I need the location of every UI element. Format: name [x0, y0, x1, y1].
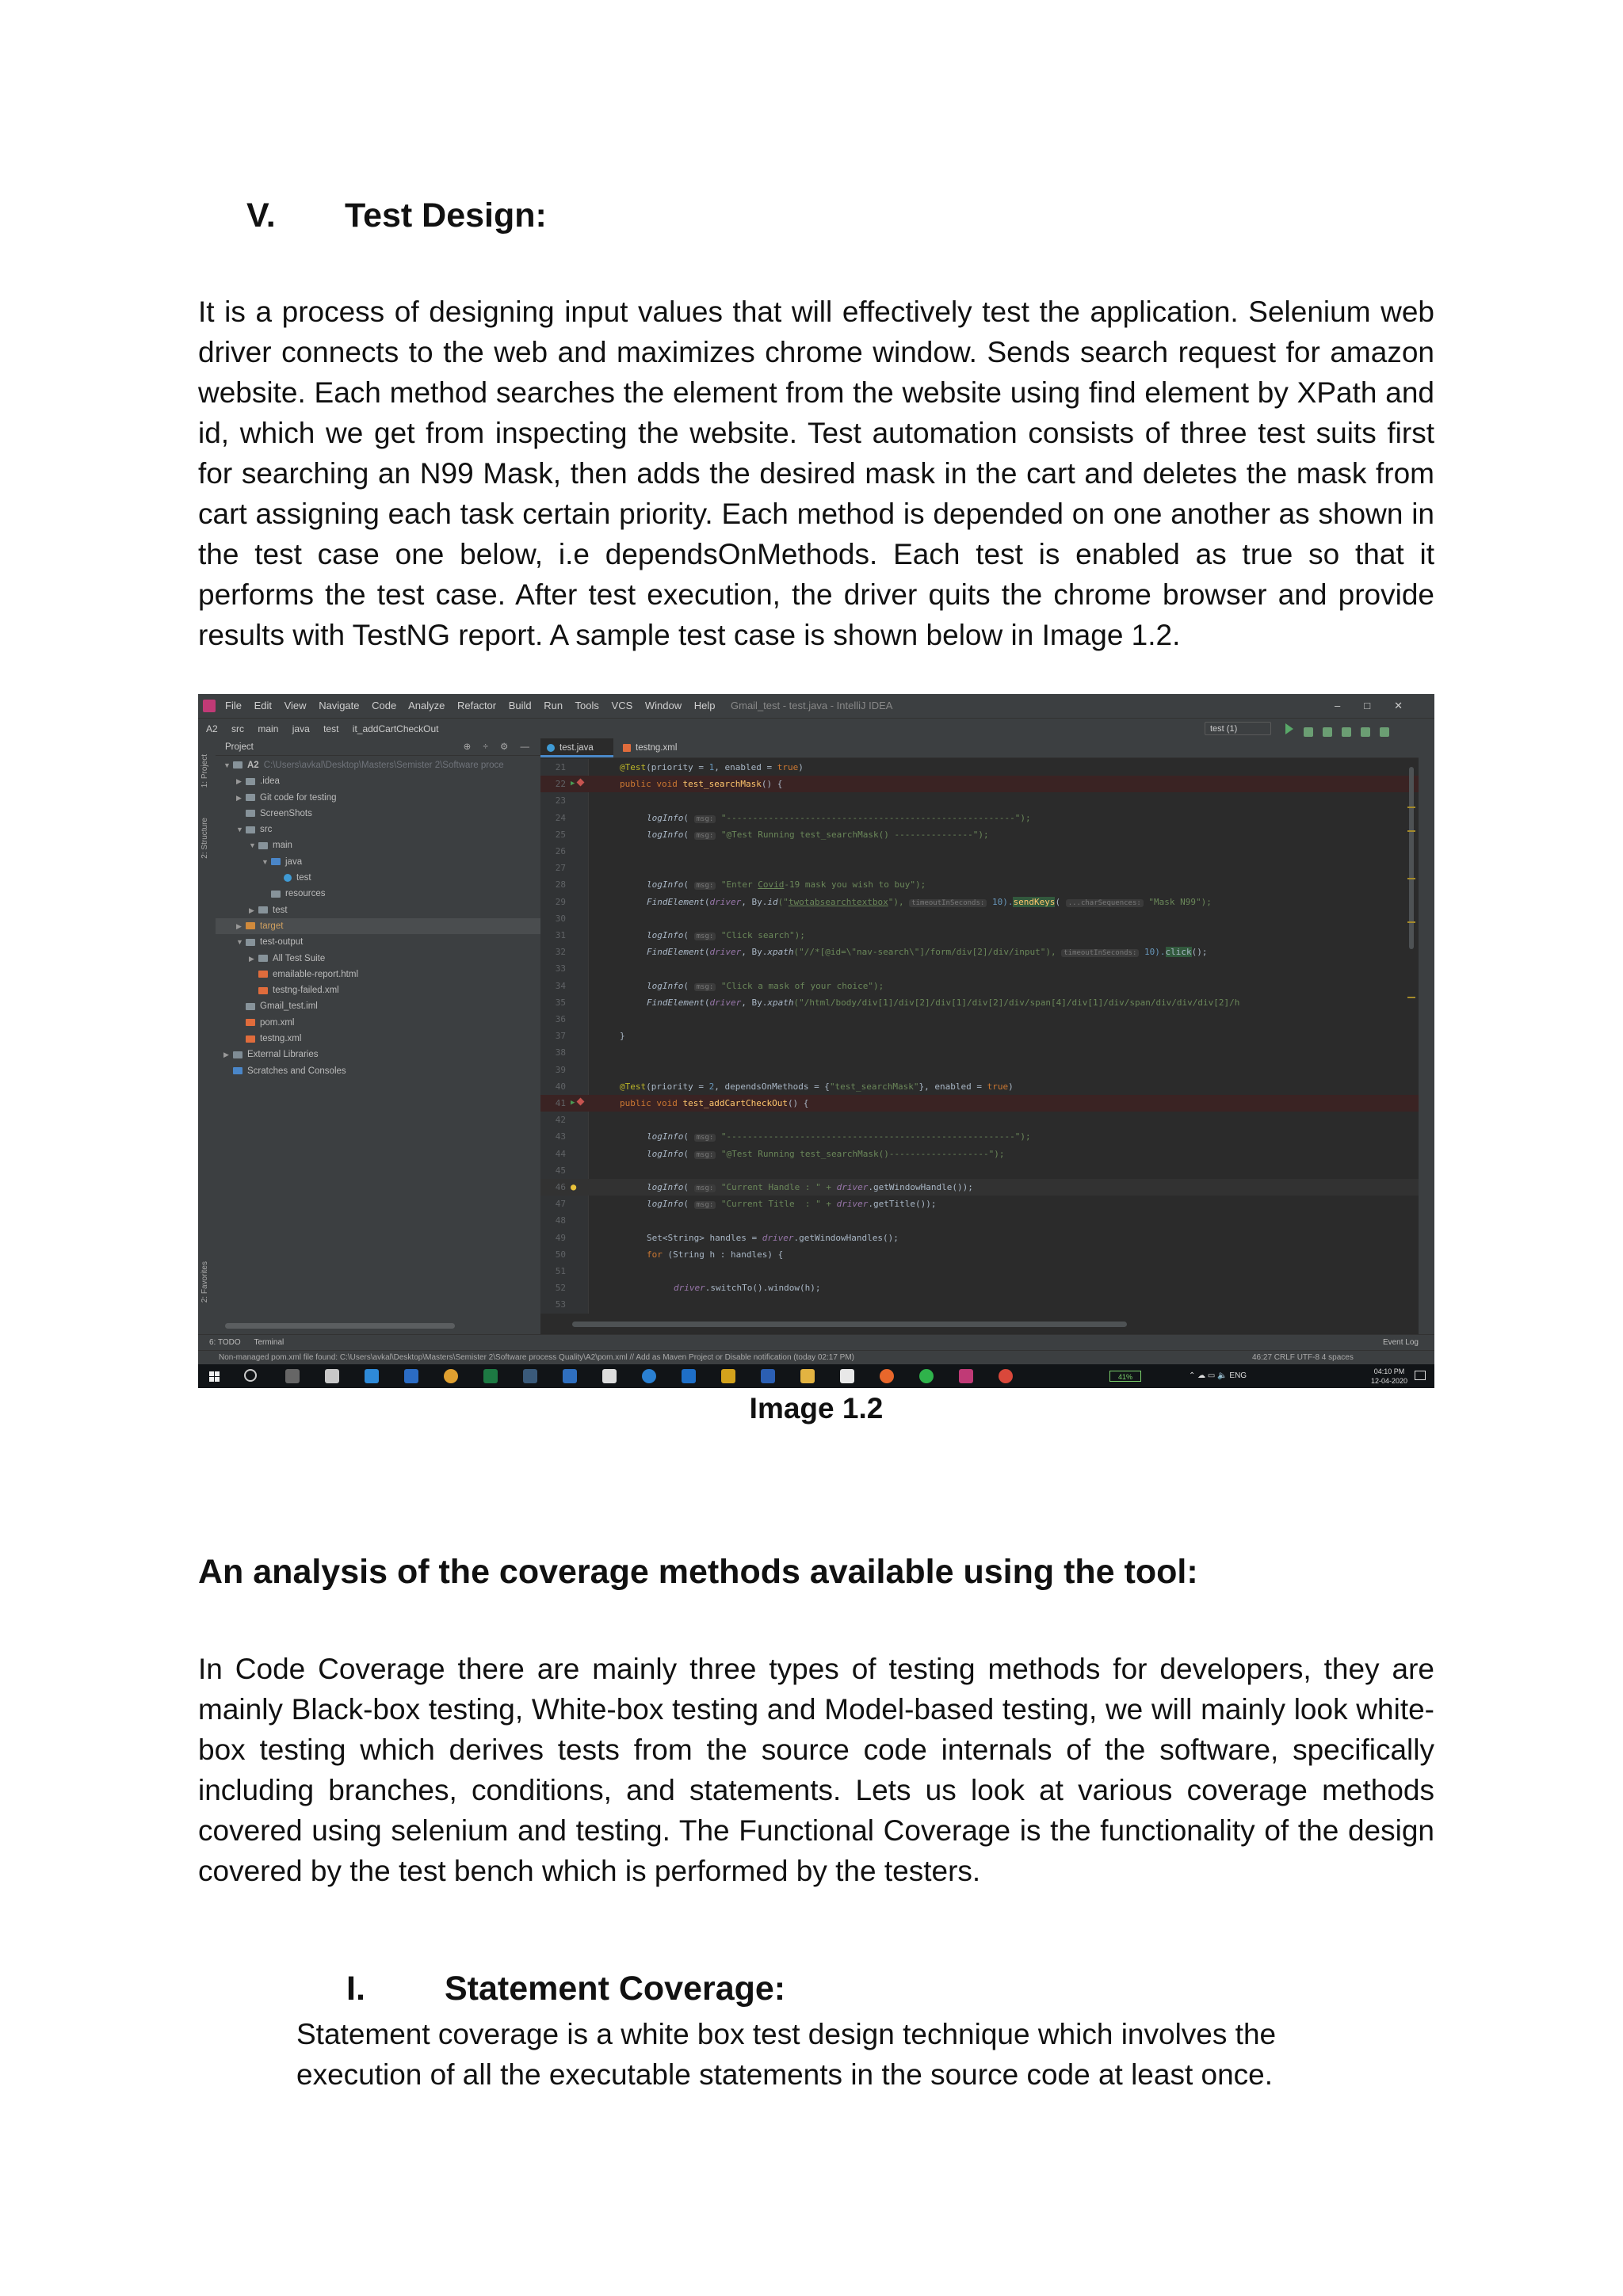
tab-label: testng.xml	[636, 743, 678, 753]
line-number[interactable]: 38	[555, 1047, 566, 1058]
menu-tools[interactable]: Tools	[575, 700, 599, 711]
ide-screenshot	[198, 694, 1434, 1388]
tree-item[interactable]	[216, 870, 540, 886]
line-number[interactable]: 51	[555, 1266, 566, 1276]
left-tool-strip	[198, 738, 216, 1334]
todo-tool-button[interactable]: 6: TODO	[209, 1338, 241, 1347]
code-text: logInfo( msg: "Current Handle : " + driver.getWindowHandle());	[647, 1182, 973, 1192]
line-number[interactable]: 45	[555, 1165, 566, 1176]
excluded-folder-icon	[246, 922, 255, 929]
menu-help[interactable]: Help	[693, 700, 716, 711]
run-test-gutter-icon[interactable]: ▶	[571, 1095, 586, 1112]
chrome-icon[interactable]	[444, 1369, 458, 1383]
code-text: logInfo( msg: "Enter Covid-19 mask you wish to buy");	[647, 879, 926, 891]
code-line[interactable]	[540, 776, 1419, 792]
code-line[interactable]	[540, 1095, 1419, 1112]
tree-item[interactable]	[216, 790, 540, 806]
line-number[interactable]: 39	[555, 1064, 566, 1075]
folder-icon	[258, 906, 268, 913]
line-number[interactable]: 49	[555, 1232, 566, 1243]
tree-item-label: emailable-report.html	[273, 969, 359, 979]
line-number[interactable]: 35	[555, 997, 566, 1008]
breadcrumb-item[interactable]: src	[231, 723, 245, 734]
line-number[interactable]: 34	[555, 980, 566, 991]
line-number[interactable]: 31	[555, 930, 566, 940]
code-line[interactable]	[540, 792, 1419, 809]
breadcrumb-item[interactable]: it_addCartCheckOut	[352, 723, 439, 734]
menu-navigate[interactable]: Navigate	[319, 700, 360, 711]
code-area[interactable]	[540, 759, 1419, 1314]
code-line[interactable]	[540, 960, 1419, 977]
folder-icon	[246, 810, 255, 817]
line-number[interactable]: 47	[555, 1199, 566, 1210]
line-number[interactable]: 50	[555, 1249, 566, 1260]
app-icon[interactable]	[523, 1369, 537, 1383]
scrollbar-thumb[interactable]	[225, 1323, 455, 1329]
store-icon[interactable]	[325, 1369, 339, 1383]
language-indicator[interactable]: ENG	[1229, 1371, 1247, 1380]
tab-testng-xml[interactable]	[617, 738, 704, 757]
line-number[interactable]: 37	[555, 1031, 566, 1042]
line-number[interactable]: 53	[555, 1299, 566, 1310]
line-number[interactable]: 27	[555, 863, 566, 874]
tree-item-label: testng-failed.xml	[273, 986, 339, 996]
tree-item[interactable]	[216, 967, 540, 982]
line-number[interactable]: 32	[555, 947, 566, 958]
clock-time: 04:10 PM	[1373, 1367, 1405, 1375]
line-number[interactable]: 28	[555, 879, 566, 891]
tree-item-label: ScreenShots	[260, 808, 312, 818]
section-title: Test Design:	[345, 196, 547, 235]
java-class-icon	[547, 744, 555, 752]
project-panel-tools-icon[interactable]: ⊕ ÷ ⚙ —	[463, 742, 534, 752]
tree-item-label: target	[260, 921, 284, 931]
menu-window[interactable]: Window	[644, 700, 682, 711]
figure-caption: Image 1.2	[749, 1392, 884, 1425]
clock-date: 12-04-2020	[1371, 1377, 1408, 1385]
tab-test-java[interactable]	[540, 738, 613, 757]
tree-item[interactable]	[216, 1047, 540, 1062]
intro-paragraph: It is a process of designing input values that will effectively test the application. Selenium web driver connects to the web and maximizes chrome window. Sends search request for amazon website. Each method searches the element from the website using find element by XPath and id, which we get from inspecting the website. Test automation consists of three test suits first for searching an N99 Mask, then adds the desired mask in the cart and deletes the mask from cart assigning each task certain priority. Each method is depended on one another as shown in the test case one below, i.e dependsOnMethods. Each test is enabled as true so that it performs the test case. After test execution, the driver quits the chrome browser and provide results with TestNG report. A sample test case is shown below in Image 1.2.	[198, 296, 1434, 651]
menu-view[interactable]: View	[284, 700, 307, 711]
breadcrumb-item[interactable]: test	[323, 723, 339, 734]
tree-item[interactable]	[216, 934, 540, 950]
code-line[interactable]	[540, 759, 1419, 776]
line-number[interactable]: 30	[555, 913, 566, 924]
line-number[interactable]: 46	[555, 1182, 566, 1192]
edge-icon[interactable]	[682, 1369, 696, 1383]
tree-item[interactable]	[216, 982, 540, 998]
code-line[interactable]	[540, 1246, 1419, 1263]
code-line[interactable]	[540, 1196, 1419, 1212]
code-line[interactable]	[540, 978, 1419, 994]
code-text: FindElement(driver, By.id("twotabsearchtextbox"), timeoutInSeconds: 10).sendKeys( ...charSequences: "Mask N99");	[647, 896, 1212, 907]
line-number[interactable]: 22	[555, 779, 566, 790]
code-text: logInfo( msg: "@Test Running test_searchMask() ---------------");	[647, 829, 989, 840]
debug-icon[interactable]	[1304, 727, 1313, 737]
code-line[interactable]	[540, 894, 1419, 910]
code-line[interactable]	[540, 1078, 1419, 1095]
tree-item-label: Scratches and Consoles	[247, 1066, 346, 1076]
tree-item[interactable]	[216, 806, 540, 822]
menu-edit[interactable]: Edit	[254, 700, 272, 711]
run-configuration-select[interactable]: test (1)	[1205, 722, 1271, 735]
section-heading	[246, 196, 547, 235]
line-number[interactable]: 52	[555, 1283, 566, 1294]
code-line[interactable]	[540, 1062, 1419, 1078]
firefox-icon[interactable]	[880, 1369, 894, 1383]
html-file-icon	[258, 971, 268, 978]
analysis-paragraph: In Code Coverage there are mainly three types of testing methods for developers, they are mainly Black-box testing, White-box testing and Model-based testing, we will mainly look white-box testing which derives tests from the source code internals of the software, specifically including branches, conditions, and statements. Lets us look at various coverage methods covered using selenium and testing. The Functional Coverage is the functionality of the design covered by the test bench which is performed by the testers.	[198, 1653, 1434, 1887]
tree-item[interactable]	[216, 757, 540, 773]
tree-item[interactable]	[216, 951, 540, 967]
code-text: @Test(priority = 1, enabled = true)	[620, 762, 804, 772]
right-tool-strip	[1419, 738, 1434, 1334]
folder-icon	[258, 842, 268, 849]
stop-icon[interactable]	[1342, 727, 1351, 737]
line-number[interactable]: 29	[555, 896, 566, 907]
code-line[interactable]	[540, 860, 1419, 876]
chevron-right-icon[interactable]: ▶	[236, 921, 242, 930]
folder-icon	[258, 955, 268, 962]
snip-icon[interactable]	[602, 1369, 617, 1383]
line-number[interactable]: 26	[555, 846, 566, 856]
intellij-icon[interactable]	[959, 1369, 973, 1383]
folder-icon	[233, 761, 242, 769]
menu-vcs[interactable]: VCS	[611, 700, 633, 711]
taskbar-clock[interactable]	[1371, 1367, 1407, 1386]
code-line[interactable]	[540, 1128, 1419, 1145]
windows-taskbar	[198, 1364, 1434, 1388]
line-number[interactable]: 36	[555, 1014, 566, 1024]
whatsapp-icon[interactable]	[919, 1369, 934, 1383]
java-class-icon	[284, 874, 292, 882]
tree-item-label: test	[296, 873, 311, 883]
code-text: Set<String> handles = driver.getWindowHandles();	[647, 1232, 899, 1243]
code-line[interactable]	[540, 1280, 1419, 1296]
resources-folder-icon	[271, 891, 281, 898]
xml-file-icon	[246, 1035, 255, 1043]
line-number[interactable]: 21	[555, 762, 566, 772]
tray-icons[interactable]: ⌃ ☁ ▭ 🔈	[1189, 1371, 1230, 1380]
code-line[interactable]	[540, 1011, 1419, 1028]
chevron-down-icon[interactable]: ▼	[236, 938, 243, 947]
tree-item-label: testng.xml	[260, 1034, 302, 1044]
search-icon[interactable]	[244, 1369, 257, 1382]
ide-window-title: Gmail_test - test.java - IntelliJ IDEA	[731, 700, 893, 711]
code-line[interactable]	[540, 843, 1419, 860]
chevron-right-icon[interactable]: ▶	[236, 793, 242, 802]
notepad-icon[interactable]	[840, 1369, 854, 1383]
line-number[interactable]: 25	[555, 829, 566, 840]
code-text: for (String h : handles) {	[647, 1249, 784, 1260]
tree-item[interactable]	[216, 902, 540, 918]
project-panel-header	[216, 738, 540, 756]
section-number: V.	[246, 196, 276, 235]
tree-item-label: .idea	[260, 776, 280, 787]
code-line[interactable]	[540, 1212, 1419, 1229]
editor-tabs	[540, 738, 1419, 758]
line-number[interactable]: 42	[555, 1115, 566, 1126]
tree-item-label: resources	[285, 889, 326, 899]
tree-item-label: java	[285, 856, 303, 867]
app-icon[interactable]	[642, 1369, 656, 1383]
chevron-right-icon[interactable]: ▶	[249, 906, 254, 914]
tree-item[interactable]	[216, 998, 540, 1014]
code-line[interactable]	[540, 927, 1419, 944]
terminal-tool-button[interactable]: Terminal	[254, 1338, 285, 1347]
subsection-number: I.	[346, 1970, 365, 2008]
run-test-gutter-icon[interactable]: ▶	[571, 776, 586, 792]
code-text: logInfo( msg: "Current Title : " + driver.getTitle());	[647, 1199, 937, 1210]
menu-build[interactable]: Build	[508, 700, 532, 711]
subsection-heading	[346, 1970, 785, 2008]
structure-tool-label[interactable]: 2: Structure	[200, 818, 209, 859]
project-panel	[216, 738, 540, 1334]
tree-item-label: main	[273, 841, 292, 851]
breakpoint-icon[interactable]	[577, 779, 585, 787]
chrome-icon[interactable]	[999, 1369, 1013, 1383]
chevron-right-icon[interactable]: ▶	[223, 1051, 229, 1059]
event-log-button[interactable]: Event Log	[1382, 1338, 1419, 1347]
warning-marker[interactable]	[1407, 921, 1415, 923]
tree-item-label: test-output	[260, 937, 304, 948]
code-line[interactable]	[540, 810, 1419, 826]
app-icon[interactable]	[563, 1369, 577, 1383]
code-text: logInfo( msg: "Click a mask of your choice");	[647, 980, 884, 991]
scratches-icon	[233, 1067, 242, 1074]
code-text: }	[620, 1031, 625, 1042]
breadcrumb-item[interactable]: java	[292, 723, 310, 734]
code-text: FindElement(driver, By.xpath("//*[@id=\"nav-search\"]/form/div[2]/div/input"), timeoutInSeconds: 10).click();	[647, 947, 1208, 958]
line-number[interactable]: 44	[555, 1148, 566, 1159]
menu-file[interactable]: File	[225, 700, 242, 711]
analysis-heading: An analysis of the coverage methods available using the tool:	[198, 1553, 1198, 1591]
code-line[interactable]	[540, 826, 1419, 843]
app-l-icon[interactable]	[365, 1369, 379, 1383]
excel-icon[interactable]	[483, 1369, 498, 1383]
menu-refactor[interactable]: Refactor	[456, 700, 497, 711]
intellij-logo-icon	[203, 700, 216, 712]
tab-label: test.java	[559, 743, 594, 753]
code-text: public void test_addCartCheckOut() {	[620, 1098, 809, 1108]
tree-item[interactable]	[216, 822, 540, 837]
tree-item[interactable]	[216, 918, 540, 934]
tree-item-label: Git code for testing	[260, 792, 337, 803]
code-line[interactable]	[540, 910, 1419, 927]
tree-item[interactable]	[216, 886, 540, 902]
tree-item[interactable]	[216, 1031, 540, 1047]
editor-scrollbar[interactable]	[1407, 759, 1415, 1314]
code-text: @Test(priority = 2, dependsOnMethods = {"test_searchMask"}, enabled = true)	[620, 1081, 1014, 1092]
code-line[interactable]	[540, 1230, 1419, 1246]
menu-code[interactable]: Code	[372, 700, 397, 711]
project-tool-label[interactable]: 1: Project	[200, 754, 209, 788]
code-text: driver.switchTo().window(h);	[674, 1283, 821, 1294]
word-icon[interactable]	[761, 1369, 775, 1383]
code-line[interactable]	[540, 1044, 1419, 1061]
code-line[interactable]	[540, 1162, 1419, 1179]
chevron-down-icon[interactable]: ▼	[249, 841, 256, 850]
chevron-right-icon[interactable]: ▶	[249, 954, 254, 963]
tree-item-label: A2	[247, 761, 259, 770]
folder-icon	[246, 778, 255, 785]
line-number[interactable]: 33	[555, 963, 566, 974]
tree-item[interactable]	[216, 837, 540, 853]
status-position[interactable]: 46:27 CRLF UTF-8 4 spaces	[1252, 1353, 1354, 1362]
chevron-down-icon[interactable]: ▼	[223, 761, 231, 769]
breadcrumb	[206, 719, 450, 739]
subsection-title: Statement Coverage:	[445, 1970, 786, 2008]
tool-window-bar	[198, 1334, 1434, 1351]
tree-item[interactable]	[216, 1015, 540, 1031]
code-line[interactable]	[540, 944, 1419, 960]
xml-file-icon	[258, 987, 268, 994]
module-file-icon	[246, 1003, 255, 1010]
source-folder-icon	[271, 858, 281, 865]
file-explorer-icon[interactable]	[800, 1369, 815, 1383]
xml-file-icon	[623, 744, 631, 752]
menu-analyze[interactable]: Analyze	[408, 700, 445, 711]
mail-icon[interactable]	[404, 1369, 418, 1383]
maven-file-icon	[246, 1019, 255, 1026]
project-scrollbar[interactable]	[216, 1318, 540, 1334]
folder-icon	[246, 939, 255, 946]
project-panel-title[interactable]: Project	[225, 742, 254, 752]
code-line[interactable]	[540, 1263, 1419, 1280]
tree-item-label: test	[273, 905, 288, 915]
warning-marker[interactable]	[1407, 830, 1415, 832]
line-number[interactable]: 41	[555, 1098, 566, 1108]
code-line[interactable]	[540, 994, 1419, 1011]
line-number[interactable]: 23	[555, 795, 566, 807]
tree-item-label: External Libraries	[247, 1050, 319, 1060]
chevron-down-icon[interactable]: ▼	[236, 826, 243, 834]
breadcrumb-item[interactable]: A2	[206, 723, 218, 734]
tree-item-path: C:\Users\avkal\Desktop\Masters\Semister 2\Software proce	[263, 761, 504, 770]
notification-icon[interactable]	[1415, 1371, 1426, 1380]
tree-item-label: Gmail_test.iml	[260, 1001, 318, 1012]
line-number[interactable]: 48	[555, 1215, 566, 1226]
scrollbar-thumb[interactable]	[572, 1322, 1127, 1327]
warning-marker[interactable]	[1407, 807, 1415, 808]
system-tray	[1189, 1364, 1247, 1388]
photos-icon[interactable]	[721, 1369, 735, 1383]
code-text: logInfo( msg: "Click search");	[647, 930, 805, 940]
chevron-right-icon[interactable]: ▶	[236, 777, 242, 786]
ide-status-bar	[198, 1350, 1434, 1365]
code-text: public void test_searchMask() {	[620, 779, 783, 790]
settings-icon[interactable]	[1361, 727, 1370, 737]
coverage-icon[interactable]	[1323, 727, 1332, 737]
folder-icon	[246, 826, 255, 833]
editor-horizontal-scrollbar[interactable]	[540, 1314, 1419, 1334]
warning-marker[interactable]	[1407, 878, 1415, 879]
line-number[interactable]: 43	[555, 1131, 566, 1142]
code-line[interactable]	[540, 1179, 1419, 1196]
search-icon[interactable]	[1380, 727, 1389, 737]
folder-icon	[246, 794, 255, 801]
code-text: logInfo( msg: "-------------------------------------------------------");	[647, 1131, 1031, 1142]
battery-indicator[interactable]: 41%	[1109, 1371, 1141, 1382]
tree-item-label: All Test Suite	[273, 953, 326, 963]
code-text: FindElement(driver, By.xpath("/html/body/div[1]/div[2]/div[1]/div[2]/div/span[4]/div[1]/div/span/div/div/div[2]/h	[647, 997, 1240, 1008]
warning-marker[interactable]	[1407, 997, 1415, 998]
tree-item-label: pom.xml	[260, 1017, 295, 1028]
code-line[interactable]	[540, 1112, 1419, 1128]
tree-item-label: src	[260, 825, 273, 835]
code-line[interactable]	[540, 876, 1419, 893]
breadcrumb-item[interactable]: main	[258, 723, 279, 734]
line-number[interactable]: 24	[555, 812, 566, 823]
tree-item[interactable]	[216, 854, 540, 870]
code-text: logInfo( msg: "@Test Running test_searchMask()-------------------");	[647, 1148, 1005, 1159]
library-icon	[233, 1051, 242, 1058]
tree-item[interactable]	[216, 773, 540, 789]
code-editor	[540, 738, 1419, 1334]
run-icon[interactable]	[1285, 723, 1293, 734]
lightbulb-icon[interactable]: ●	[571, 1181, 577, 1192]
project-tree	[216, 757, 540, 1079]
ide-navigation-bar	[198, 718, 1434, 739]
code-line[interactable]	[540, 1296, 1419, 1313]
ide-menubar	[198, 694, 1434, 718]
chevron-down-icon[interactable]: ▼	[262, 857, 269, 866]
windows-start-icon[interactable]	[209, 1371, 220, 1382]
breakpoint-icon[interactable]	[577, 1098, 585, 1106]
statement-paragraph: Statement coverage is a white box test design technique which involves the execution of all the executable statements in the source code at least once.	[296, 2018, 1277, 2091]
task-view-icon[interactable]	[285, 1369, 300, 1383]
menu-run[interactable]: Run	[544, 700, 563, 711]
ide-menu-list	[225, 694, 725, 718]
code-line[interactable]	[540, 1028, 1419, 1044]
favorites-tool-label[interactable]: 2: Favorites	[200, 1261, 209, 1303]
code-text: logInfo( msg: "-------------------------------------------------------");	[647, 812, 1031, 823]
code-line[interactable]	[540, 1146, 1419, 1162]
tree-item[interactable]	[216, 1063, 540, 1079]
line-number[interactable]: 40	[555, 1081, 566, 1092]
window-controls[interactable]: –□✕	[1335, 700, 1426, 711]
status-message[interactable]: Non-managed pom.xml file found: C:\Users\avkal\Desktop\Masters\Semister 2\Software process Quality\A2\pom.xml // Add as Maven Project or Disable notification (today 02:17 PM)	[219, 1353, 855, 1362]
